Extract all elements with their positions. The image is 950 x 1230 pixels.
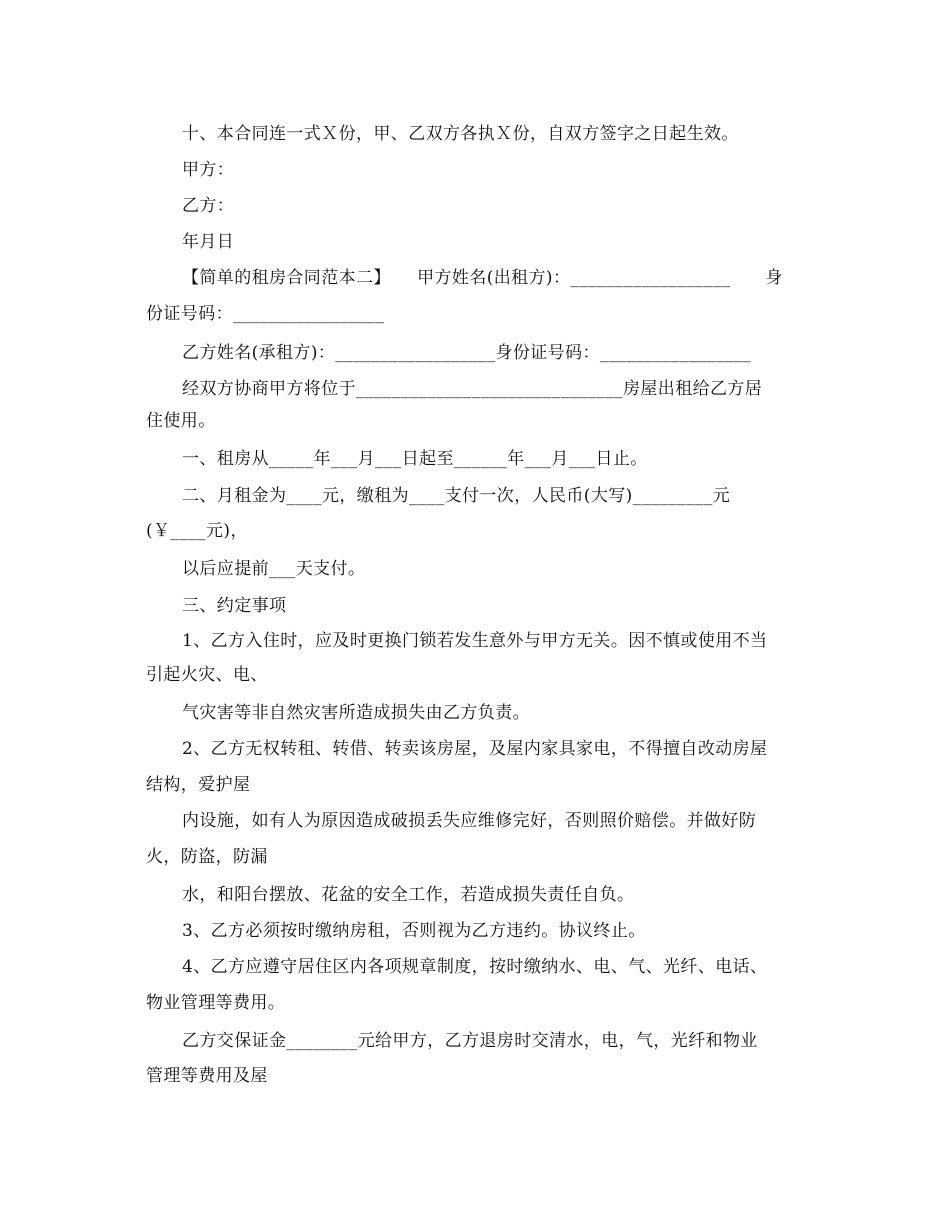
clause-ten: 十、本合同连一式Ｘ份，甲、乙双方各执Ｘ份，自双方签字之日起生效。: [182, 124, 739, 144]
clause-two: 二、月租金为____元，缴租为____支付一次，人民币(大写)_________元: [182, 486, 731, 506]
item-one-cont-2: 气灾害等非自然灾害所造成损失由乙方负责。: [182, 703, 530, 723]
deposit-line-cont: 管理等费用及屋: [146, 1066, 268, 1086]
clause-two-cont: (￥____元)，: [146, 521, 248, 541]
id-number-line: 份证号码：_________________: [146, 304, 385, 324]
tenant-line: 乙方姓名(承租方)：__________________身份证号码：_________________: [182, 343, 752, 363]
clause-three-heading: 三、约定事项: [182, 596, 287, 616]
item-one-cont: 引起火灾、电、: [146, 665, 268, 685]
item-four: 4、乙方应遵守居住区内各项规章制度，按时缴纳水、电、气、光纤、电话、: [182, 957, 768, 977]
payment-advance-line: 以后应提前___天支付。: [182, 559, 366, 579]
item-two: 2、乙方无权转租、转借、转卖该房屋，及屋内家具家电，不得擅自改动房屋: [182, 739, 768, 759]
deposit-line: 乙方交保证金________元给甲方，乙方退房时交清水，电，气，光纤和物业: [182, 1031, 758, 1051]
item-two-cont: 结构，爱护屋: [146, 775, 251, 795]
item-two-cont-3: 火，防盗，防漏: [146, 847, 268, 867]
item-three: 3、乙方必须按时缴纳房租，否则视为乙方违约。协议终止。: [182, 921, 646, 941]
date-label: 年月日: [182, 232, 235, 252]
item-four-cont: 物业管理等费用。: [146, 993, 286, 1013]
location-line-cont: 住使用。: [146, 411, 216, 431]
template-two-heading: 【简单的租房合同范本二】 甲方姓名(出租方)：__________________ 身: [182, 268, 783, 288]
clause-one: 一、租房从_____年___月___日起至______年___月___日止。: [182, 449, 648, 469]
item-one: 1、乙方入住时，应及时更换门锁若发生意外与甲方无关。因不慎或使用不当: [182, 631, 768, 651]
location-line: 经双方协商甲方将位于______________________________房屋出租给乙方居: [182, 379, 763, 399]
item-two-cont-4: 水，和阳台摆放、花盆的安全工作，若造成损失责任自负。: [182, 885, 635, 905]
item-two-cont-2: 内设施，如有人为原因造成破损丢失应维修完好，否则照价赔偿。并做好防: [182, 811, 757, 831]
party-a-label: 甲方：: [182, 160, 235, 180]
party-b-label: 乙方：: [182, 196, 235, 216]
